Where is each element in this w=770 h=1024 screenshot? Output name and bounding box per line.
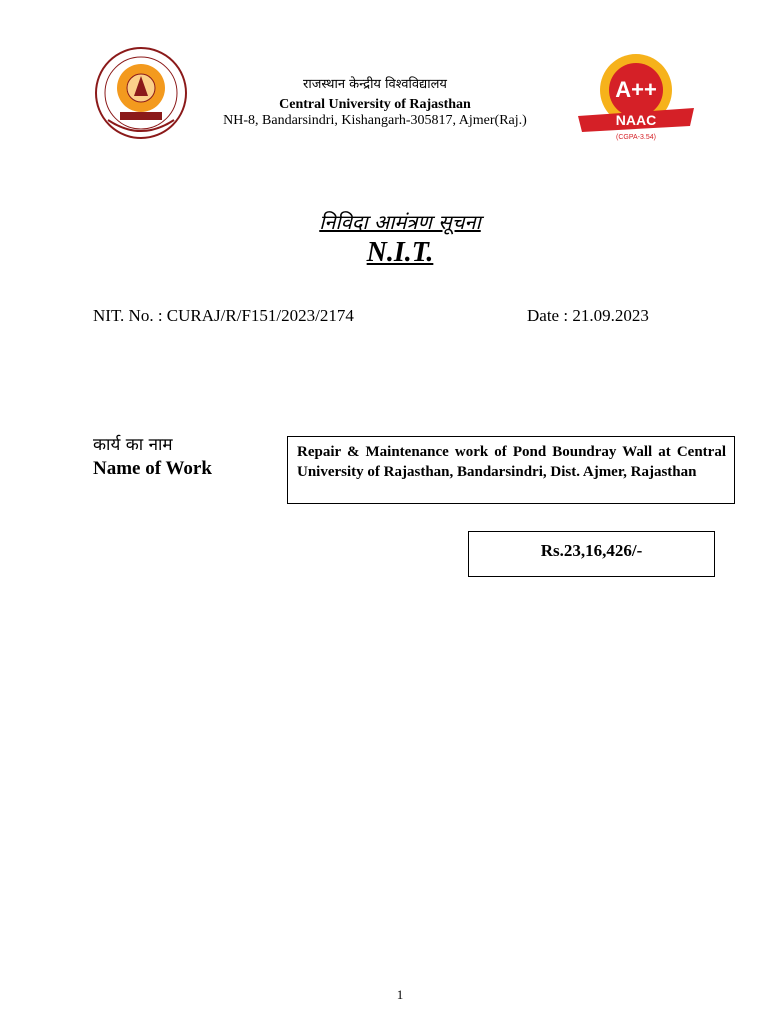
nit-number: NIT. No. : CURAJ/R/F151/2023/2174 xyxy=(93,306,354,325)
notice-title-english: N.I.T. xyxy=(366,237,434,268)
estimated-amount-box: Rs.23,16,426/- xyxy=(468,531,715,577)
notice-title-hindi: निविदा आमंत्रण सूचना xyxy=(319,210,481,234)
nit-date: Date : 21.09.2023 xyxy=(527,306,649,325)
university-name-hindi: राजस्थान केन्द्रीय विश्वविद्यालय xyxy=(303,77,447,92)
work-description-box: Repair & Maintenance work of Pond Boundray Wall at Central University of Rajasthan, Bandarsindri, Dist. Ajmer, Rajasthan xyxy=(287,436,735,504)
page-number: 1 xyxy=(396,987,404,1002)
work-label-english: Name of Work xyxy=(93,458,212,479)
naac-cgpa-text: (CGPA-3.54) xyxy=(616,134,656,141)
naac-grade-text: A++ xyxy=(615,77,657,102)
naac-logo xyxy=(574,50,698,142)
university-address: NH-8, Bandarsindri, Kishangarh-305817, Ajmer(Raj.) xyxy=(223,113,527,128)
naac-name-text: NAAC xyxy=(615,112,657,128)
university-name-english: Central University of Rajasthan xyxy=(279,97,471,112)
work-label-hindi: कार्य का नाम xyxy=(93,435,173,455)
university-seal-logo xyxy=(94,46,188,140)
